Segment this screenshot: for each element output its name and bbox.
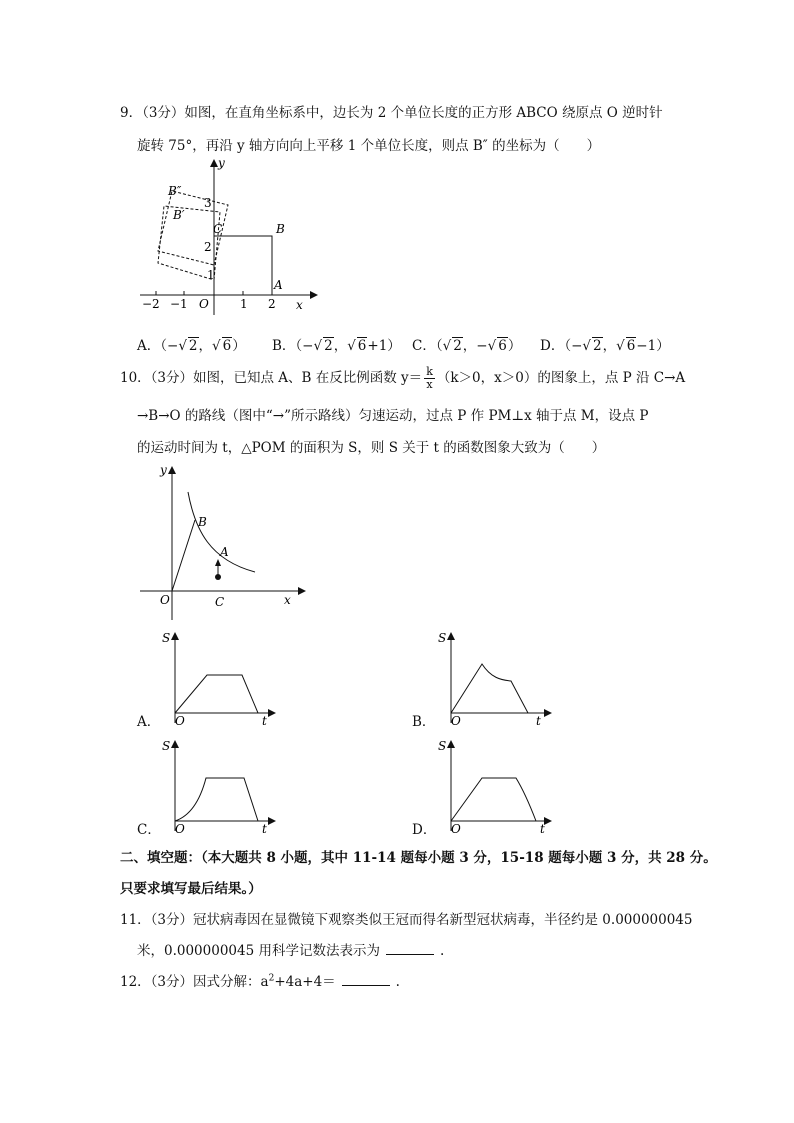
q10-line2: →B→O 的路线（图中“→”所示路线）匀速运动，过点 P 作 PM⊥x 轴于点 M，设点 P <box>137 408 649 424</box>
q10-option-c-graph[interactable] <box>160 736 280 836</box>
q10-line3: 的运动时间为 t，△POM 的面积为 S，则 S 关于 t 的函数图象大致为（ ） <box>137 440 606 456</box>
svg-text:S: S <box>438 739 447 753</box>
q9-x-arrow <box>310 291 318 299</box>
section2-heading: 二、填空题：（本大题共 8 小题，其中 11-14 题每小题 3 分，15-18 题每小题 3 分，共 28 分。 <box>120 850 717 866</box>
q10-option-a-graph[interactable] <box>160 628 280 728</box>
svg-text:S: S <box>438 631 447 645</box>
q11-answer-blank[interactable] <box>386 942 434 955</box>
q9-x-label: x <box>296 298 303 312</box>
q9-y-arrow <box>210 159 218 167</box>
q9-xtick-2: 2 <box>268 297 276 311</box>
q9-ytick-1: 1 <box>207 268 215 282</box>
q9-xtick-1: 1 <box>240 297 248 311</box>
q9-xtick-neg2: −2 <box>142 297 160 311</box>
q9-label-bp: B′ <box>173 208 185 222</box>
svg-text:t: t <box>262 822 267 836</box>
q10-segment-bo <box>172 520 195 591</box>
q9-label-c: C <box>213 222 223 236</box>
q9-label-a: A <box>274 278 283 292</box>
q9-option-b[interactable]: B．（−√ 2，√ 6+1） <box>272 338 401 354</box>
q12-answer-blank[interactable] <box>342 973 390 986</box>
q10-curve <box>188 492 255 572</box>
q9-option-d[interactable]: D．（−√ 2，√ 6−1） <box>540 338 670 354</box>
q10-label-a: A <box>220 545 229 559</box>
q9-figure <box>130 155 330 315</box>
q10-y-label: y <box>160 463 167 477</box>
q10-option-b-label[interactable]: B． <box>412 714 436 730</box>
q10-x-label: x <box>284 593 291 607</box>
q11-line2: 米，0.000000045 用科学记数法表示为 . <box>137 943 445 959</box>
svg-text:t: t <box>262 714 267 728</box>
q9-label-b: B <box>276 222 285 236</box>
svg-text:O: O <box>451 822 461 836</box>
svg-text:O: O <box>451 714 461 728</box>
q9-xtick-neg1: −1 <box>170 297 188 311</box>
q10-figure <box>140 460 310 620</box>
q12-line: 12．（3分）因式分解：$a^2+4a+4=$ . <box>120 973 400 990</box>
q9-line2: 旋转 75°，再沿 y 轴方向向上平移 1 个单位长度，则点 B″ 的坐标为（ ） <box>137 138 601 154</box>
section2-subheading: 只要求填写最后结果。） <box>120 881 262 897</box>
q9-origin: O <box>199 297 209 311</box>
q10-option-d-graph[interactable] <box>436 736 556 836</box>
q10-option-b-graph[interactable] <box>436 628 556 728</box>
svg-text:S: S <box>162 739 171 753</box>
q10-label-c: C <box>215 595 225 609</box>
q10-option-d-label[interactable]: D． <box>412 822 437 838</box>
q9-option-a[interactable]: A．（−√ 2，√ 6） <box>137 338 246 354</box>
svg-text:t: t <box>540 822 545 836</box>
q9-line1: 9．（3分）如图，在直角坐标系中，边长为 2 个单位长度的正方形 ABCO 绕原点 O 逆时针 <box>120 105 663 121</box>
q10-point-p <box>215 574 221 580</box>
q9-ytick-3: 3 <box>204 196 212 210</box>
svg-text:S: S <box>162 631 171 645</box>
svg-text:t: t <box>536 714 541 728</box>
q9-square-abco <box>214 236 272 295</box>
q10-option-c-label[interactable]: C． <box>137 822 161 838</box>
q9-ytick-2: 2 <box>204 240 212 254</box>
q9-y-label: y <box>218 156 225 170</box>
svg-text:O: O <box>175 822 185 836</box>
q10-label-o: O <box>160 593 170 607</box>
svg-text:O: O <box>175 714 185 728</box>
q9-label-bpp: B″ <box>168 184 182 198</box>
q10-line1: 10．（3分）如图，已知点 A、B 在反比例函数 y＝ $\frac{k}{x}$ （k＞0，x＞0）的图象上，点 P 沿 C→A <box>120 365 686 391</box>
q11-line1: 11．（3分）冠状病毒因在显微镜下观察类似王冠而得名新型冠状病毒，半径约是 0.000000045 <box>120 912 693 928</box>
q10-option-a-label[interactable]: A． <box>137 714 161 730</box>
q9-option-c[interactable]: C．（√ 2，−√ 6） <box>412 338 522 354</box>
q10-label-b: B <box>198 515 207 529</box>
